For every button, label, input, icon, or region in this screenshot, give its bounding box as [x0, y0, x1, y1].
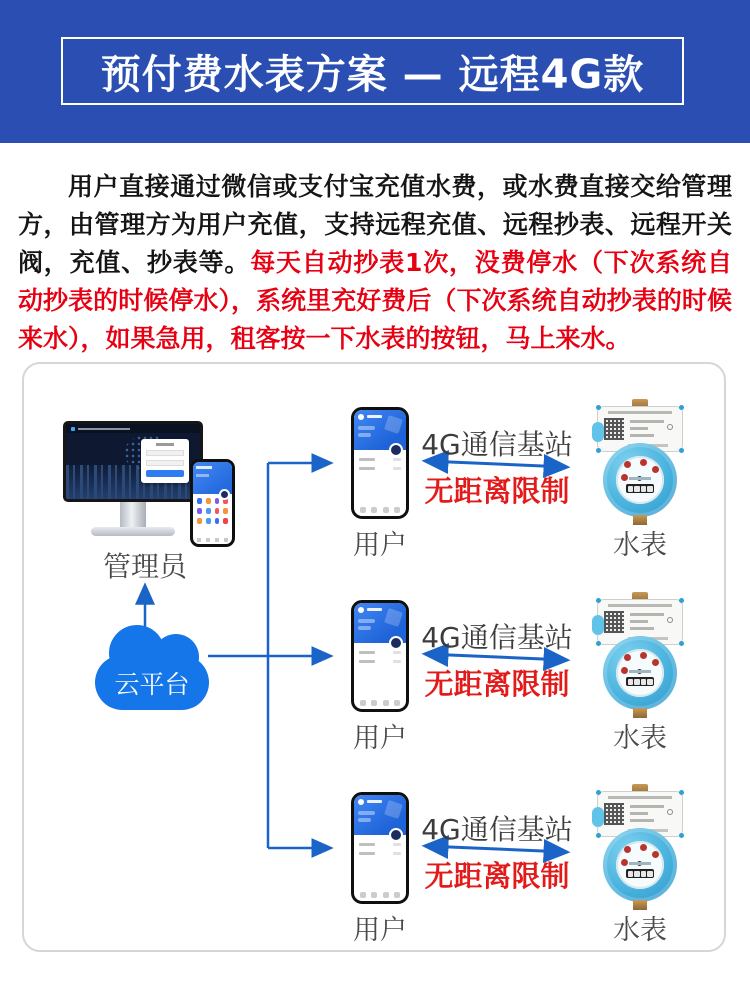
meter-side-button: [592, 615, 604, 635]
water-meter-illustration: [594, 592, 686, 718]
admin-label: 管理员: [102, 550, 187, 583]
meter-side-button: [592, 807, 604, 827]
screw-icon: [596, 405, 601, 410]
meter-round-body: [603, 828, 677, 902]
meter-odometer: [626, 677, 654, 686]
meter-label-text-bar: [608, 411, 672, 414]
user-phone-illustration: [351, 407, 409, 519]
station-label: 4G通信基站: [421, 428, 573, 461]
screw-icon: [596, 598, 601, 603]
scan-badge-icon: [219, 489, 230, 500]
screw-icon: [679, 448, 684, 453]
no-distance-note: 无距离限制: [424, 859, 570, 893]
meter-text-bar: [630, 420, 664, 423]
intro-paragraph: [18, 168, 732, 358]
phone-tabbar: [360, 507, 400, 513]
user-label: 用户: [353, 915, 407, 946]
no-distance-note: 无距离限制: [424, 667, 570, 701]
screw-icon: [679, 790, 684, 795]
meter-dial: [616, 649, 664, 697]
screw-icon: [679, 833, 684, 838]
meter-odometer: [626, 869, 654, 878]
scan-badge-icon: [389, 636, 403, 650]
diagram-row: [0, 407, 750, 567]
meter-brand-text-bar: [629, 477, 651, 480]
screw-icon: [596, 448, 601, 453]
section-label-bar: [359, 843, 401, 846]
meter-label: 水表: [613, 723, 667, 754]
meter-text-bar: [630, 627, 654, 630]
username-text-bar: [367, 608, 382, 611]
meter-text-bar: [358, 818, 371, 822]
phone-header: [354, 410, 406, 450]
intro-text-black: 用户直接通过微信或支付宝充值水费，或水费直接交给管理方，由管理方为用户充值，支持远程充值、远程抄表、远程开关阀，充值、抄表等。: [18, 172, 732, 277]
meter-text-bar: [630, 427, 648, 430]
meter-label-text-bar: [608, 604, 672, 607]
water-meter-illustration: [594, 399, 686, 525]
banner: [0, 0, 750, 143]
station-label: 4G通信基站: [421, 813, 573, 846]
user-label: 用户: [353, 530, 407, 561]
water-meter-illustration: [594, 784, 686, 910]
user-phone-illustration: [351, 792, 409, 904]
section-label-bar: [359, 651, 401, 654]
cube-decoration: [384, 415, 403, 434]
qr-code-icon: [604, 803, 624, 825]
banner-border-box: [61, 37, 684, 105]
meter-text-bar: [630, 812, 648, 815]
screw-icon: [679, 405, 684, 410]
screw-icon: [596, 833, 601, 838]
meter-round-body: [603, 636, 677, 710]
avatar-icon: [358, 607, 364, 613]
username-text-bar: [367, 415, 382, 418]
user-phone-illustration: [351, 600, 409, 712]
meter-label: 水表: [613, 530, 667, 561]
meter-text-bar: [630, 613, 664, 616]
meter-brand-text-bar: [629, 670, 651, 673]
qr-code-icon: [604, 418, 624, 440]
meter-round-body: [603, 443, 677, 517]
qr-code-icon: [604, 611, 624, 633]
meter-text-bar: [630, 620, 648, 623]
station-label: 4G通信基站: [421, 621, 573, 654]
meter-label-text-bar: [608, 796, 672, 799]
scan-badge-icon: [389, 443, 403, 457]
meter-dial: [616, 841, 664, 889]
screw-icon: [596, 641, 601, 646]
cube-decoration: [384, 800, 403, 819]
section-label-bar: [359, 467, 401, 470]
section-label-bar: [359, 458, 401, 461]
intro-text-red: 每天自动抄表1次，没费停水（下次系统自动抄表的时候停水），系统里充好费后（下次系统自动抄表的时候来水），如果急用，租客按一下水表的按钮，马上来水。: [18, 248, 732, 353]
meter-text-bar: [630, 434, 654, 437]
phone-tabbar: [360, 892, 400, 898]
avatar-icon: [358, 799, 364, 805]
meter-emblem-icon: [667, 617, 673, 623]
phone-header: [354, 603, 406, 643]
balance-text-bar: [358, 619, 375, 623]
meter-dial: [616, 456, 664, 504]
meter-text-bar: [630, 805, 664, 808]
meter-text-bar: [358, 626, 371, 630]
meter-text-bar: [630, 819, 654, 822]
no-distance-note: 无距离限制: [424, 474, 570, 508]
meter-brand-text-bar: [629, 862, 651, 865]
user-label: 用户: [353, 723, 407, 754]
phone-tabbar: [360, 700, 400, 706]
meter-emblem-icon: [667, 424, 673, 430]
phone-header: [354, 795, 406, 835]
meter-label: 水表: [613, 915, 667, 946]
balance-text-bar: [358, 811, 375, 815]
screw-icon: [596, 790, 601, 795]
section-label-bar: [359, 660, 401, 663]
username-text-bar: [367, 800, 382, 803]
meter-side-button: [592, 422, 604, 442]
meter-text-bar: [358, 433, 371, 437]
meter-odometer: [626, 484, 654, 493]
page-title: 预付费水表方案 — 远程4G款: [100, 51, 645, 98]
cube-decoration: [384, 608, 403, 627]
screw-icon: [679, 598, 684, 603]
diagram-row: [0, 792, 750, 952]
balance-text-bar: [358, 426, 375, 430]
section-label-bar: [359, 852, 401, 855]
meter-emblem-icon: [667, 809, 673, 815]
cloud-label: 云平台: [114, 670, 190, 699]
scan-badge-icon: [389, 828, 403, 842]
diagram-row: [0, 600, 750, 760]
avatar-icon: [358, 414, 364, 420]
screw-icon: [679, 641, 684, 646]
